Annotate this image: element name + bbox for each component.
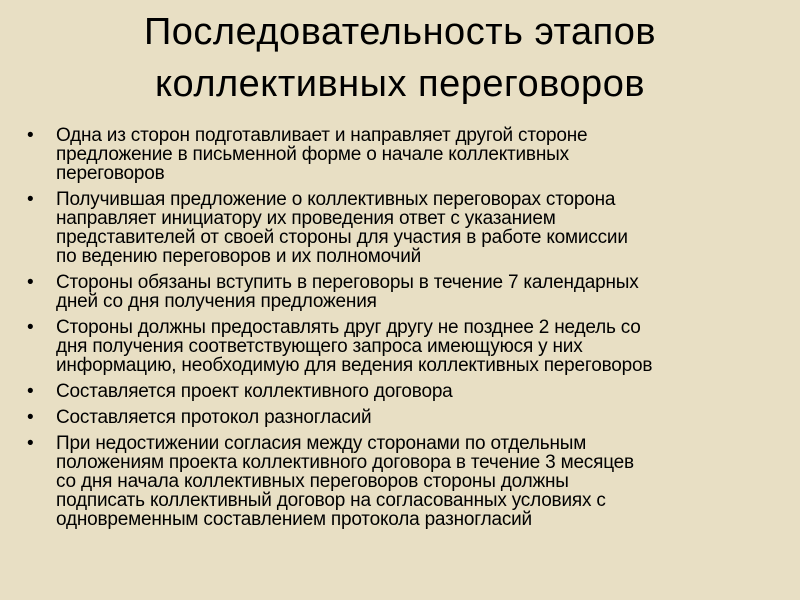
bullet-text: Составляется протокол разногласий <box>56 407 372 428</box>
bullet-item <box>0 318 800 375</box>
bullet-item <box>0 382 800 401</box>
bullet-text: При недостижении согласия между сторонами по отдельным положениям проекта коллективного договора в течение 3 месяцев со дня начала коллективных переговоров стороны должны подписать коллективный договор на согласованных условиях с одновременным составлением протокола разногласий <box>56 433 634 530</box>
bullet-marker: • <box>27 189 34 210</box>
bullet-marker: • <box>27 381 34 402</box>
bullet-item <box>0 273 800 311</box>
slide-title-line-2: коллективных переговоров <box>154 63 646 105</box>
bullet-text: Составляется проект коллективного договора <box>56 381 453 402</box>
bullet-marker: • <box>27 125 34 146</box>
bullet-marker: • <box>27 272 34 293</box>
bullet-text: Стороны обязаны вступить в переговоры в течение 7 календарных дней со дня получения предложения <box>56 272 639 312</box>
slide-title <box>0 6 800 110</box>
bullet-marker: • <box>27 317 34 338</box>
bullet-text: Одна из сторон подготавливает и направляет другой стороне предложение в письменной форме о начале коллективных переговоров <box>56 125 588 184</box>
bullet-item <box>0 126 800 183</box>
bullet-item <box>0 408 800 427</box>
bullet-item <box>0 190 800 266</box>
bullet-list <box>0 126 800 536</box>
bullet-text: Стороны должны предоставлять друг другу не позднее 2 недель со дня получения соответствующего запроса имеющуюся у них информацию, необходимую для ведения коллективных переговоров <box>56 317 653 376</box>
slide-title-line-1: Последовательность этапов <box>143 11 657 53</box>
bullet-marker: • <box>27 433 34 454</box>
bullet-marker: • <box>27 407 34 428</box>
bullet-text: Получившая предложение о коллективных переговорах сторона направляет инициатору их проведения ответ с указанием представителей от своей стороны для участия в работе комиссии по ведению переговоров и их полномочий <box>56 189 628 267</box>
bullet-item <box>0 434 800 529</box>
